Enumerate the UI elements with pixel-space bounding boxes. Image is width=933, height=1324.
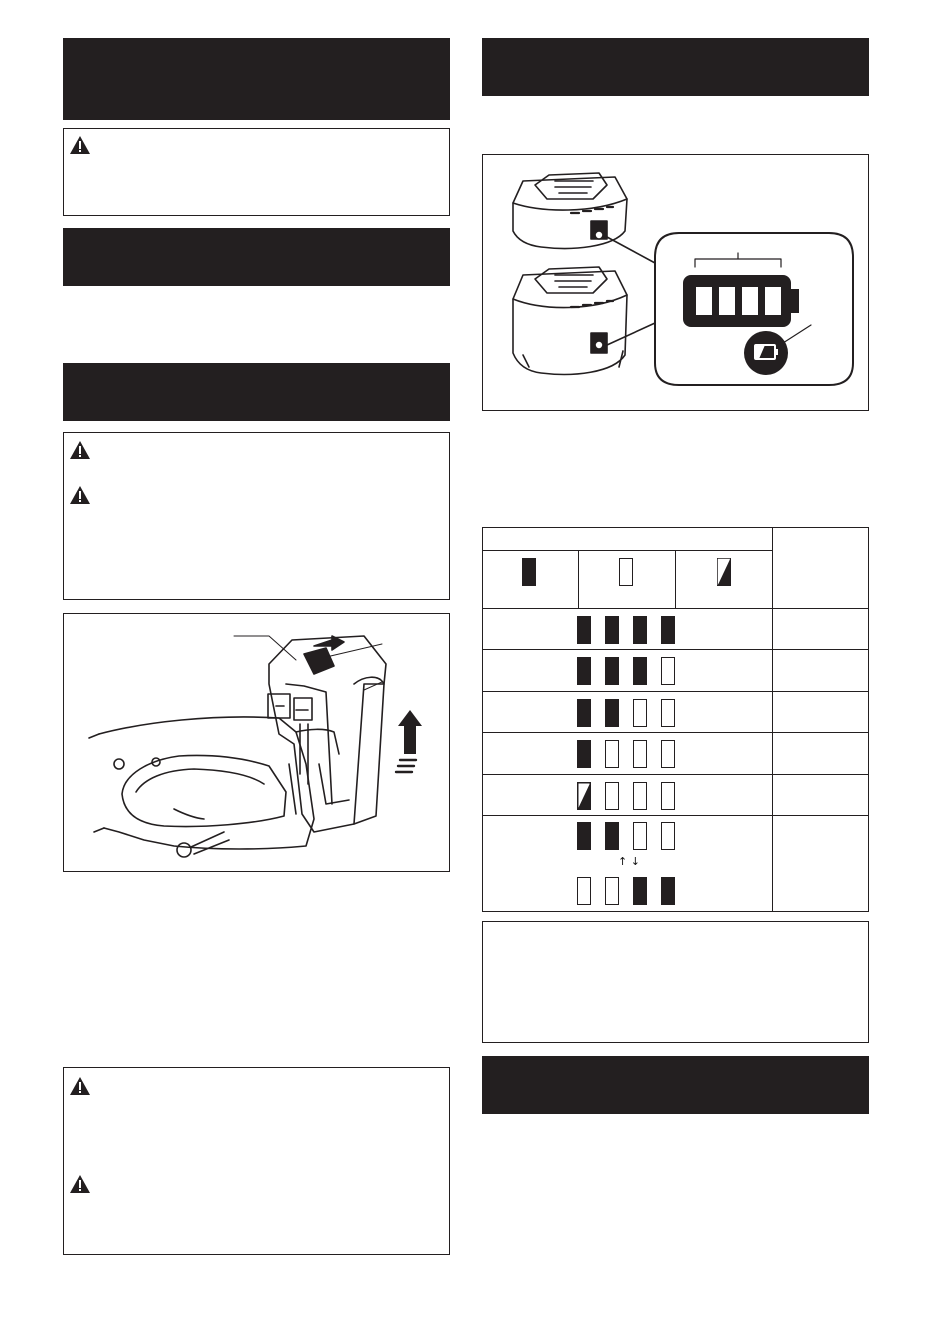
- alternating-arrows: ↑ ↓: [618, 855, 640, 868]
- lamp-on: [633, 877, 647, 905]
- lamp-off: [661, 782, 675, 810]
- warning-triangle-icon: [69, 1076, 91, 1096]
- section-header-bar-3: [63, 363, 450, 421]
- section-header-bar-1: [63, 38, 450, 120]
- lamp-on: [577, 616, 591, 644]
- lamp-off: [633, 782, 647, 810]
- warning-box-2: [63, 432, 450, 600]
- warning-triangle-icon: [69, 440, 91, 460]
- lamp-on: [605, 822, 619, 850]
- warning-triangle-icon: [69, 485, 91, 505]
- lamp-off: [605, 877, 619, 905]
- section-header-bar-4: [482, 38, 869, 96]
- note-box: [482, 921, 869, 1043]
- legend-blinking-lamp: [717, 558, 731, 586]
- warning-triangle-icon: [69, 135, 91, 155]
- warning-box-1: [63, 128, 450, 216]
- lamp-off: [633, 699, 647, 727]
- legend-lit-lamp: [522, 558, 536, 586]
- figure-battery-indicator: [482, 154, 869, 411]
- lamp-blink: [577, 782, 591, 810]
- lamp-on: [577, 822, 591, 850]
- lamp-on: [577, 699, 591, 727]
- lamp-off: [661, 740, 675, 768]
- battery-removal-illustration: [64, 614, 448, 870]
- lamp-off: [661, 699, 675, 727]
- warning-triangle-icon: [69, 1174, 91, 1194]
- legend-off-lamp: [619, 558, 633, 586]
- lamp-off: [605, 782, 619, 810]
- indicator-lamp-table: [482, 527, 869, 912]
- battery-indicator-illustration: [483, 155, 867, 409]
- lamp-off: [661, 657, 675, 685]
- lamp-off: [605, 740, 619, 768]
- lamp-on: [577, 740, 591, 768]
- warning-box-3: [63, 1067, 450, 1255]
- lamp-on: [605, 616, 619, 644]
- lamp-on: [577, 657, 591, 685]
- lamp-on: [633, 657, 647, 685]
- lamp-off: [661, 822, 675, 850]
- lamp-off: [633, 822, 647, 850]
- lamp-off: [577, 877, 591, 905]
- lamp-on: [633, 616, 647, 644]
- lamp-off: [633, 740, 647, 768]
- section-header-bar-5: [482, 1056, 869, 1114]
- lamp-on: [605, 699, 619, 727]
- lamp-on: [605, 657, 619, 685]
- section-header-bar-2: [63, 228, 450, 286]
- lamp-on: [661, 877, 675, 905]
- lamp-on: [661, 616, 675, 644]
- figure-battery-removal: [63, 613, 450, 872]
